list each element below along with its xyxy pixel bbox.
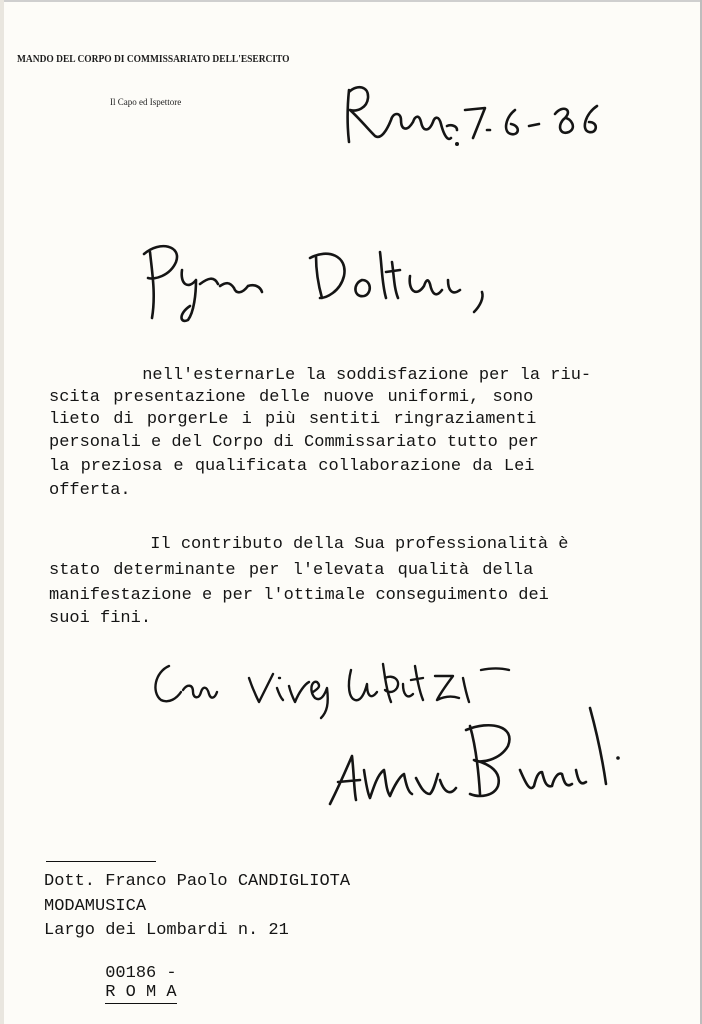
handwritten-salutation: [130, 232, 510, 322]
body-line: Il contributo della Sua professionalità è: [38, 535, 569, 554]
addressee-city-line: [44, 945, 177, 1021]
scan-top-edge: [0, 0, 702, 2]
body-line: suoi fini.: [49, 609, 152, 628]
letterhead-title: Il Capo ed Ispettore: [110, 97, 182, 107]
body-line: lieto di porgerLe i più sentiti ringraziamenti: [49, 410, 537, 429]
addressee-city: R O M A: [105, 983, 177, 1002]
handwritten-signature: [320, 700, 630, 820]
body-line: stato determinante per l'elevata qualità della: [49, 561, 534, 580]
body-line: scita presentazione delle nuove uniformi, sono: [49, 388, 534, 407]
body-line: manifestazione e per l'ottimale conseguimento dei: [49, 586, 549, 605]
handwritten-date: [335, 70, 605, 150]
body-line: offerta.: [49, 481, 131, 500]
letterhead-organization: MANDO DEL CORPO DI COMMISSARIATO DELL'ESERCITO: [17, 53, 290, 65]
addressee-street: Largo dei Lombardi n. 21: [44, 921, 289, 940]
addressee-postcode: 00186 -: [105, 964, 177, 983]
addressee-name: Dott. Franco Paolo CANDIGLIOTA: [44, 872, 351, 891]
body-line: nell'esternarLe la soddisfazione per la riu-: [30, 366, 592, 385]
addressee-company: MODAMUSICA: [44, 897, 147, 916]
body-line: la preziosa e qualificata collaborazione da Lei: [49, 457, 535, 476]
addressee-separator: [46, 861, 156, 862]
body-line: personali e del Corpo di Commissariato tutto per: [49, 433, 539, 452]
scan-left-edge: [0, 0, 4, 1024]
